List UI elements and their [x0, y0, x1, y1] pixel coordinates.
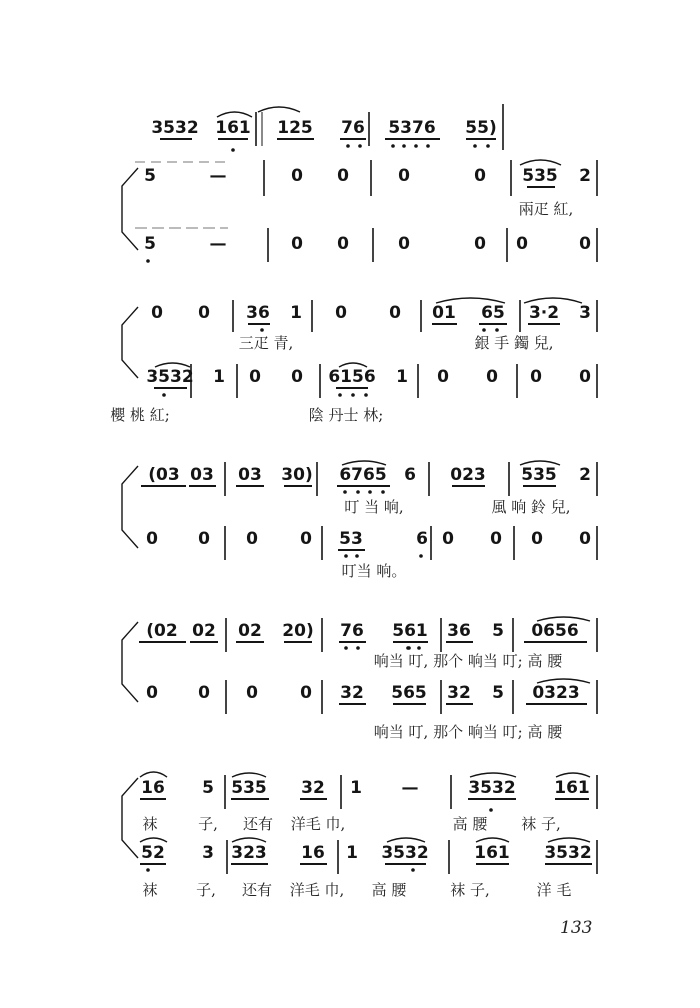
- note-group: 0: [389, 303, 401, 323]
- note-group: 561: [392, 621, 428, 641]
- note-group: 3: [579, 303, 591, 323]
- note-group: 55): [465, 118, 497, 138]
- octave-dot: [426, 144, 430, 148]
- note-group: 0: [246, 683, 258, 703]
- lyric-text: 子,: [196, 881, 216, 899]
- lyric-text: 响当 叮, 那个 响当 叮; 高 腰: [373, 723, 563, 741]
- note-group: 535: [521, 465, 557, 485]
- octave-dot: [355, 554, 359, 558]
- note-group: 0: [579, 234, 591, 254]
- note-group: 0: [474, 234, 486, 254]
- note-group: 5: [492, 621, 504, 641]
- octave-dot: [162, 393, 166, 397]
- lyric-text: 袜: [142, 815, 158, 833]
- note-group: 3·2: [528, 303, 560, 323]
- note-group: 0: [337, 234, 349, 254]
- slur-mark: [520, 160, 561, 165]
- octave-dot: [231, 148, 235, 152]
- lyric-text: 子,: [198, 815, 218, 833]
- lyric-text: 还有: [241, 881, 273, 899]
- note-group: 30): [281, 465, 313, 485]
- note-group: 76: [340, 621, 364, 641]
- score-lines: [122, 104, 597, 874]
- lyric-text: 銀 手 鐲 兒,: [474, 334, 554, 352]
- lyric-text: 袜: [142, 881, 158, 899]
- lyric-text: 風 响 鈴 兒,: [491, 498, 571, 516]
- note-group: 03: [190, 465, 214, 485]
- lyric-text: 高 腰: [371, 881, 407, 899]
- note-group: 32: [340, 683, 364, 703]
- slur-mark: [140, 838, 167, 842]
- note-group: 0: [474, 166, 486, 186]
- octave-dot: [356, 490, 360, 494]
- note-group: 3532: [146, 367, 194, 387]
- note-group: 32: [301, 778, 325, 798]
- note-group: 02: [192, 621, 216, 641]
- slur-mark: [140, 772, 167, 777]
- octave-dot: [346, 144, 350, 148]
- note-group: 0: [579, 529, 591, 549]
- octave-dot: [368, 490, 372, 494]
- octave-dot: [482, 328, 486, 332]
- note-group: 565: [391, 683, 427, 703]
- system-bracket: [122, 622, 138, 702]
- note-group: 0656: [531, 621, 579, 641]
- slur-mark: [548, 838, 590, 842]
- slur-mark: [476, 838, 509, 842]
- system-bracket: [122, 168, 138, 250]
- note-group: 1: [350, 778, 362, 798]
- note-group: 36: [246, 303, 270, 323]
- octave-dot: [489, 808, 493, 812]
- slur-mark: [556, 773, 590, 777]
- note-group: 023: [450, 465, 486, 485]
- note-group: 0: [146, 683, 158, 703]
- note-group: 6: [404, 465, 416, 485]
- system-bracket: [122, 307, 138, 378]
- note-group: 125: [277, 118, 313, 138]
- lyric-text: 兩疋 紅,: [518, 200, 574, 218]
- octave-dot: [419, 554, 423, 558]
- note-group: 2: [579, 166, 591, 186]
- note-group: 535: [522, 166, 558, 186]
- note-group: 161: [215, 118, 251, 138]
- note-group: 0: [198, 529, 210, 549]
- lyric-text: 洋毛 巾,: [289, 881, 345, 899]
- note-group: 323: [231, 843, 267, 863]
- note-group: 161: [554, 778, 590, 798]
- note-group: (03: [148, 465, 180, 485]
- notation-layer: [141, 118, 592, 863]
- note-group: 0: [486, 367, 498, 387]
- slur-mark: [232, 773, 266, 777]
- note-group: —: [209, 234, 227, 254]
- note-group: 535: [231, 778, 267, 798]
- note-group: 01: [432, 303, 456, 323]
- note-group: 5: [492, 683, 504, 703]
- note-group: 0: [249, 367, 261, 387]
- octave-dot: [402, 144, 406, 148]
- octave-dot: [417, 646, 421, 650]
- note-group: 0: [530, 367, 542, 387]
- note-group: 16: [301, 843, 325, 863]
- note-group: 1: [396, 367, 408, 387]
- note-group: 52: [141, 843, 165, 863]
- note-group: 0: [398, 166, 410, 186]
- note-group: 5376: [388, 118, 436, 138]
- note-group: 16: [141, 778, 165, 798]
- note-group: 3532: [151, 118, 199, 138]
- octave-dot: [356, 646, 360, 650]
- lyric-text: 高 腰: [452, 815, 488, 833]
- note-group: 2: [579, 465, 591, 485]
- octave-dot: [364, 393, 368, 397]
- note-group: 02: [238, 621, 262, 641]
- octave-dot: [260, 328, 264, 332]
- note-group: 5: [144, 234, 156, 254]
- note-group: 0: [490, 529, 502, 549]
- note-group: 03: [238, 465, 262, 485]
- lyric-text: 陰 丹士 林;: [308, 406, 384, 424]
- note-group: 65: [481, 303, 505, 323]
- octave-dot: [344, 554, 348, 558]
- octave-dot: [146, 868, 150, 872]
- note-group: 0: [246, 529, 258, 549]
- note-group: 0: [300, 529, 312, 549]
- note-group: 3532: [468, 778, 516, 798]
- note-group: (02: [146, 621, 178, 641]
- lyric-text: 袜 子,: [521, 815, 561, 833]
- note-group: 0: [146, 529, 158, 549]
- note-group: 3532: [544, 843, 592, 863]
- lyric-text: 洋毛 巾,: [290, 815, 346, 833]
- lyric-text: 櫻 桃 紅;: [110, 406, 170, 424]
- note-group: 0: [516, 234, 528, 254]
- note-group: 0: [198, 303, 210, 323]
- note-group: 0: [531, 529, 543, 549]
- octave-dot: [338, 393, 342, 397]
- octave-dot: [146, 259, 150, 263]
- note-group: 6156: [328, 367, 376, 387]
- octave-dot: [344, 646, 348, 650]
- lyric-text: 叮 当 响,: [344, 498, 404, 516]
- note-group: 0: [300, 683, 312, 703]
- note-group: 1: [290, 303, 302, 323]
- note-group: 0: [198, 683, 210, 703]
- lyric-text: 响当 叮, 那个 响当 叮; 高 腰: [373, 652, 563, 670]
- slur-mark: [258, 107, 300, 112]
- note-group: 1: [346, 843, 358, 863]
- octave-dot: [414, 144, 418, 148]
- note-group: 161: [474, 843, 510, 863]
- note-group: 0: [291, 234, 303, 254]
- note-group: 6: [416, 529, 428, 549]
- slur-mark: [217, 112, 252, 117]
- note-group: 3532: [381, 843, 429, 863]
- note-group: 32: [447, 683, 471, 703]
- octave-dot: [343, 490, 347, 494]
- note-group: 1: [213, 367, 225, 387]
- octave-dot: [486, 144, 490, 148]
- system-bracket: [122, 778, 138, 858]
- note-group: 5: [202, 778, 214, 798]
- note-group: 53: [339, 529, 363, 549]
- octave-dot: [473, 144, 477, 148]
- note-group: —: [209, 166, 227, 186]
- note-group: 0: [579, 367, 591, 387]
- note-group: 20): [282, 621, 314, 641]
- octave-dot: [358, 144, 362, 148]
- octave-dot: [411, 868, 415, 872]
- lyric-text: 三疋 青,: [238, 334, 294, 352]
- octave-dot: [351, 393, 355, 397]
- note-group: 0: [291, 166, 303, 186]
- note-group: 0: [398, 234, 410, 254]
- note-group: 0: [437, 367, 449, 387]
- slur-mark: [387, 838, 425, 842]
- note-group: 76: [341, 118, 365, 138]
- note-group: —: [401, 778, 419, 798]
- note-group: 0323: [532, 683, 580, 703]
- slur-mark: [232, 838, 266, 842]
- note-group: 36: [447, 621, 471, 641]
- note-group: 6765: [339, 465, 387, 485]
- lyric-text: 洋 毛: [536, 881, 572, 899]
- page-number: 133: [560, 918, 593, 938]
- note-group: 0: [291, 367, 303, 387]
- note-group: 0: [335, 303, 347, 323]
- octave-dot: [381, 490, 385, 494]
- slur-mark: [470, 773, 516, 777]
- note-group: 0: [337, 166, 349, 186]
- system-bracket: [122, 466, 138, 548]
- octave-dot: [391, 144, 395, 148]
- lyric-text: 还有: [242, 815, 274, 833]
- note-group: 0: [442, 529, 454, 549]
- lyric-text: 叮当 响。: [341, 562, 407, 580]
- note-group: 5: [144, 166, 156, 186]
- note-group: 3: [202, 843, 214, 863]
- octave-dot: [407, 646, 411, 650]
- lyric-text: 袜 子,: [450, 881, 490, 899]
- octave-dot: [495, 328, 499, 332]
- note-group: 0: [151, 303, 163, 323]
